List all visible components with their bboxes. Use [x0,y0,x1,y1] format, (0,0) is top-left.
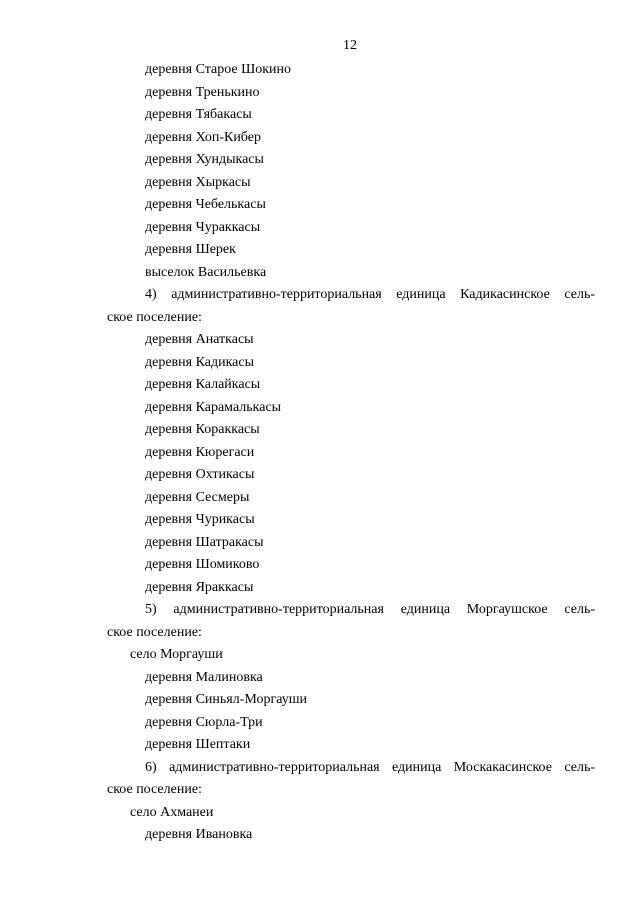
list-item: деревня Кораккасы [145,422,260,437]
list-item: деревня Шерек [145,242,236,257]
document-body [107,59,595,847]
page-number: 12 [343,38,357,53]
list-item: деревня Шептаки [145,737,251,752]
list-item: деревня Шомиково [145,557,260,572]
list-item: деревня Анаткасы [145,332,254,347]
list-item: деревня Тябакасы [145,107,252,122]
list-item: деревня Охтикасы [145,467,255,482]
section-heading-4-continuation: ское поселение: [107,309,202,325]
section-heading-6: 6) административно-территориальная единица Москакасинское сель- [145,759,595,775]
list-item: деревня Хундыкасы [145,152,264,167]
list-item: деревня Хыркасы [145,174,251,190]
list-item: деревня Чураккасы [145,219,261,235]
list-item: деревня Кадикасы [145,354,254,370]
list-item: деревня Сесмеры [145,489,250,505]
section-heading-5: 5) административно-территориальная единица Моргаушское сель- [145,602,595,617]
list-item: деревня Старое Шокино [145,62,292,77]
section-heading-5-continuation: ское поселение: [107,624,202,640]
list-item: деревня Кюрегаси [145,444,255,460]
list-item: выселок Васильевка [145,264,267,280]
list-item: деревня Тренькино [145,84,260,100]
list-item: деревня Сюрла-Три [145,714,263,730]
list-item: село Ахманеи [130,804,214,820]
list-item: деревня Чурикасы [145,512,255,527]
list-item: село Моргауши [130,647,223,662]
list-item: деревня Малиновка [145,669,263,685]
list-item: деревня Хоп-Кибер [145,129,261,145]
list-item: деревня Шатракасы [145,534,264,550]
list-item: деревня Синьял-Моргауши [145,692,308,707]
list-item: деревня Карамалькасы [145,399,282,415]
list-item: деревня Яраккасы [145,579,254,595]
list-item: деревня Ивановка [145,827,253,842]
list-item: деревня Калайкасы [145,377,261,392]
section-heading-6-continuation: ское поселение: [107,782,202,797]
list-item: деревня Чебелькасы [145,197,266,212]
section-heading-4: 4) административно-территориальная единица Кадикасинское сель- [145,287,595,302]
